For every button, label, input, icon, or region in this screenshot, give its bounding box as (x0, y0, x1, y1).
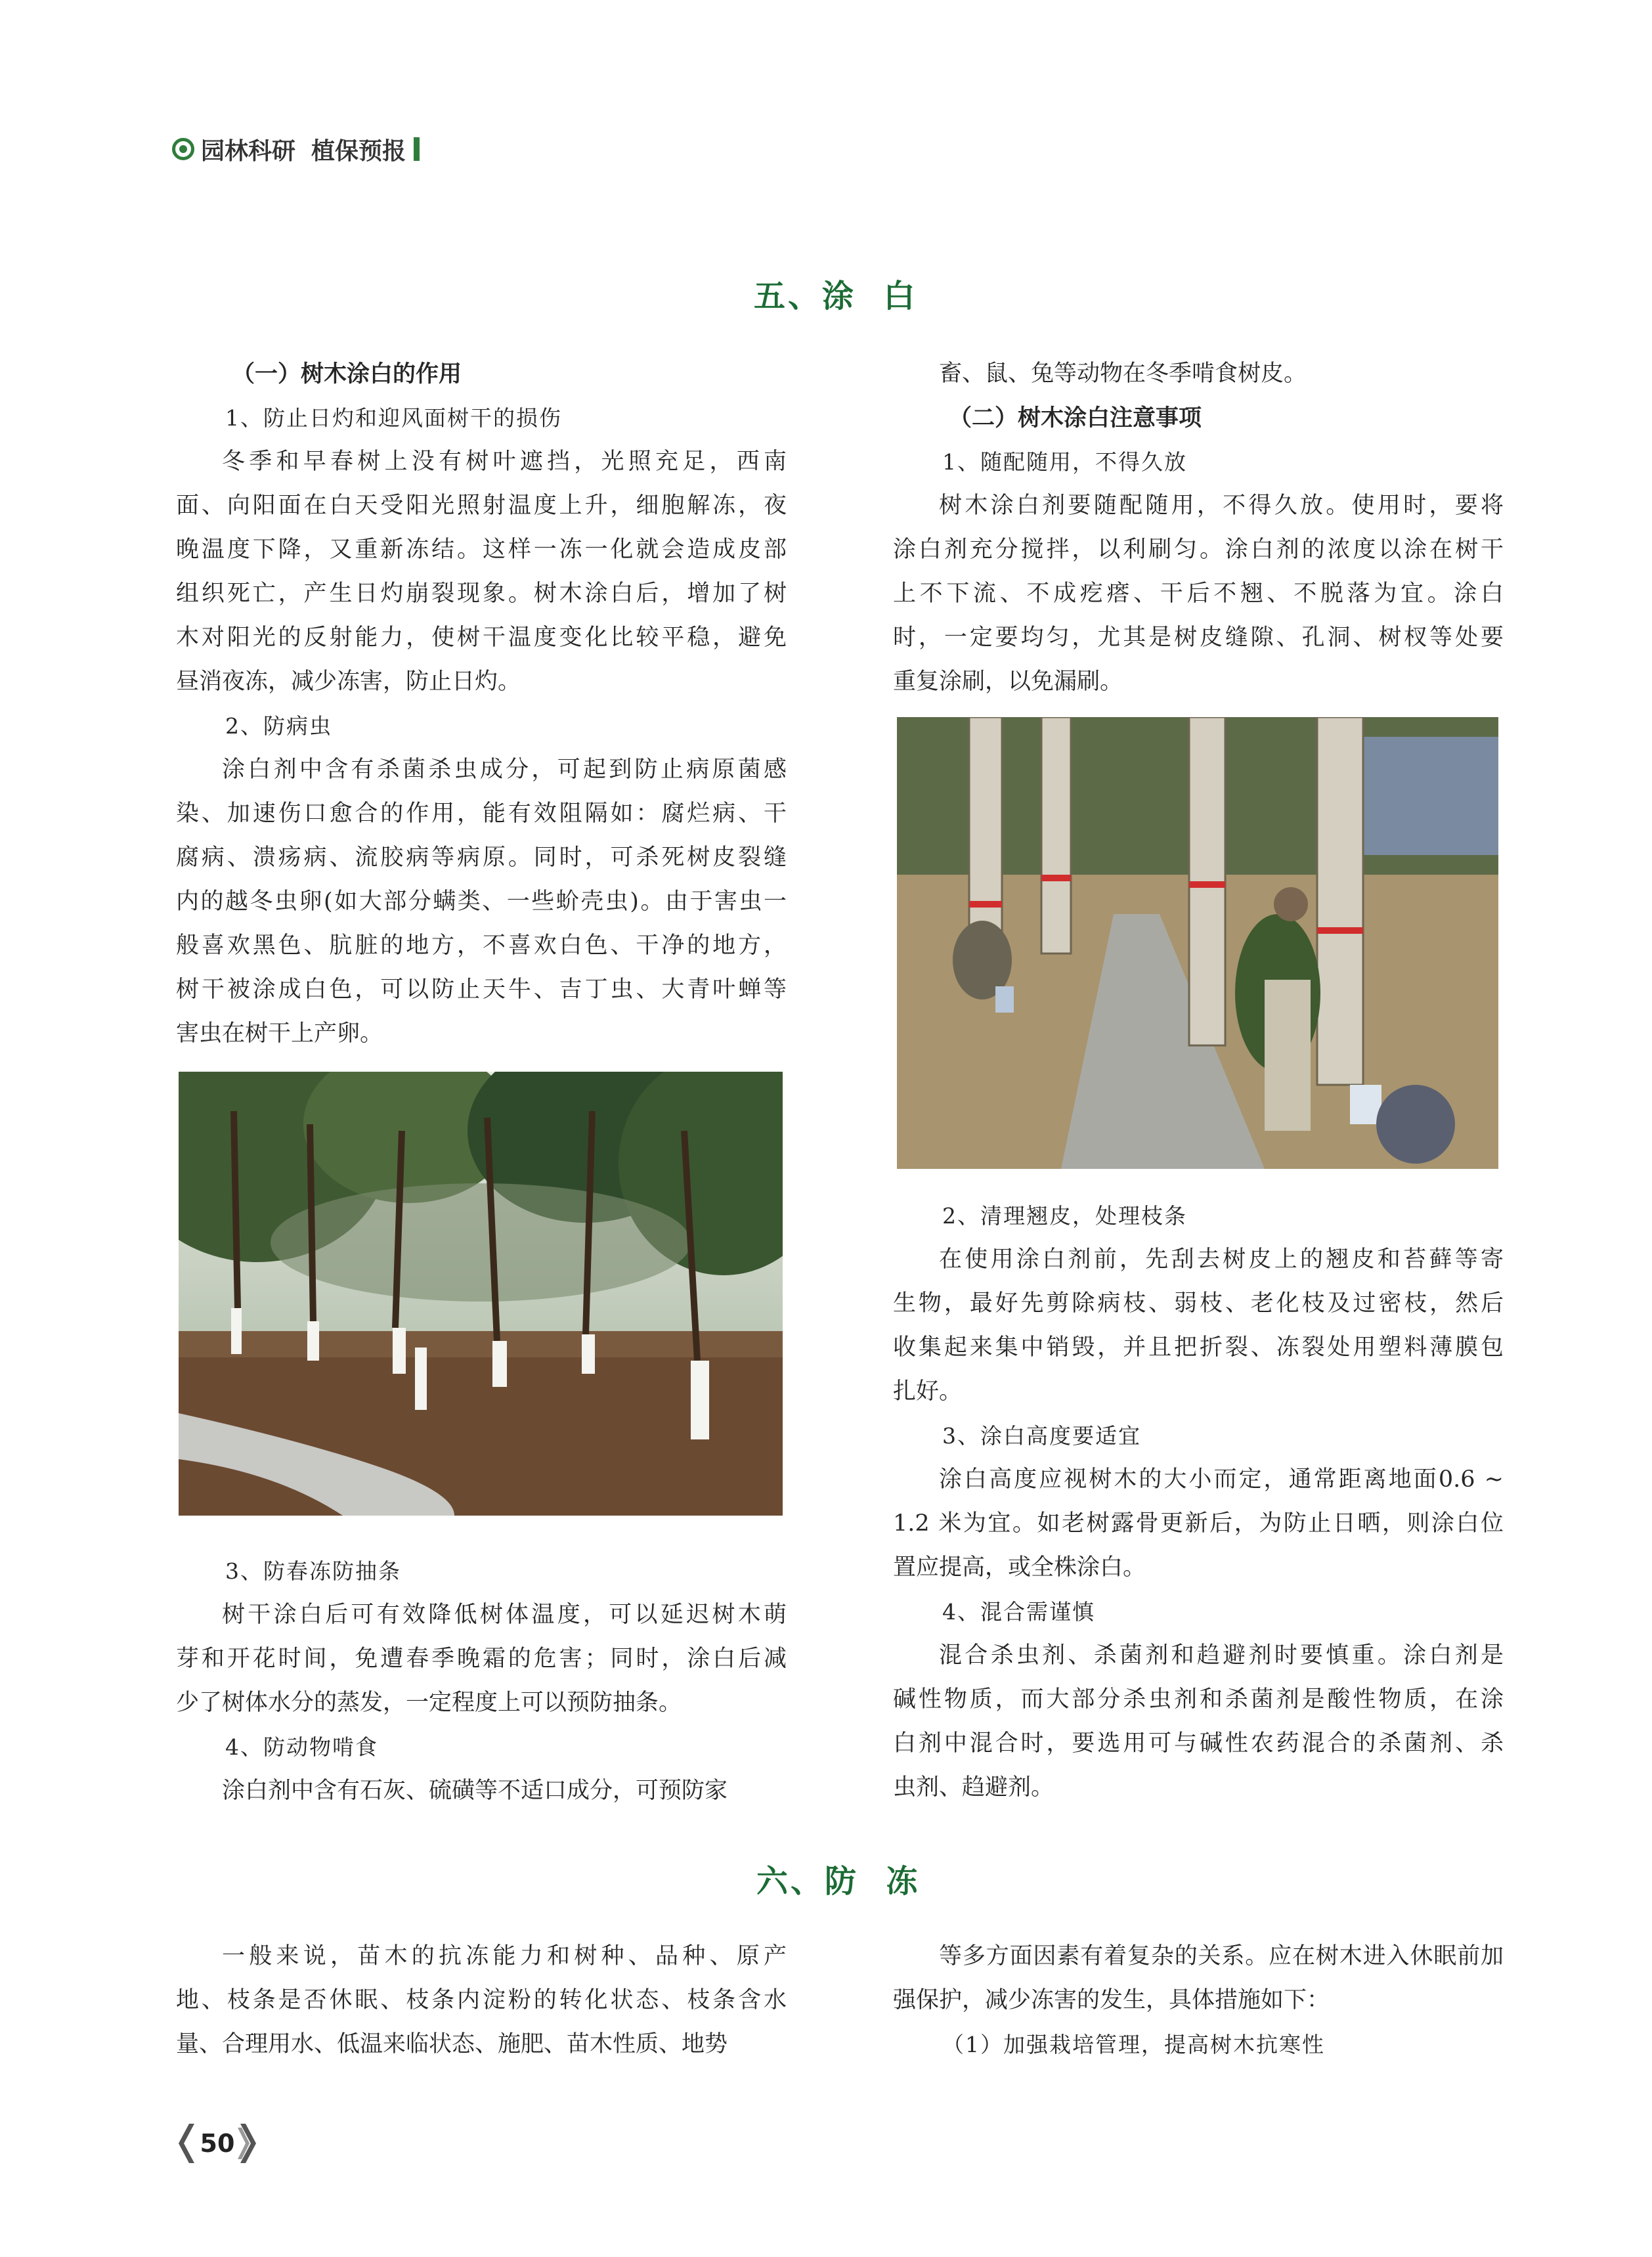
paragraph-line: 量、合理用水、低温来临状态、施肥、苗木性质、地势 (176, 2031, 728, 2057)
paragraph-line: 重复涂刷，以免漏刷。 (893, 668, 1123, 695)
subheading: 3、涂白高度要适宜 (942, 1423, 1141, 1449)
paragraph-line: 内的越冬虫卵(如大部分螨类、一些蚧壳虫)。由于害虫一 (176, 888, 787, 915)
page-number: 50 (200, 2129, 235, 2158)
paragraph-line: 1.2 米为宜。如老树露骨更新后，为防止日晒，则涂白位 (893, 1510, 1504, 1537)
section-heading: （一）树木涂白的作用 (232, 361, 462, 387)
paragraph-line: 害虫在树干上产卵。 (176, 1020, 383, 1047)
paragraph-line: 虫剂、趋避剂。 (893, 1774, 1054, 1801)
paragraph-line: 涂白剂中含有杀菌杀虫成分，可起到防止病原菌感 (222, 756, 787, 783)
paragraph-line: 晚温度下降，又重新冻结。这样一冻一化就会造成皮部 (176, 537, 787, 563)
photo-workers-painting-trees (897, 717, 1498, 1169)
paragraph-line: 树干被涂成白色，可以防止天牛、吉丁虫、大青叶蝉等 (176, 976, 787, 1003)
paragraph-line: 强保护，减少冻害的发生，具体措施如下： (893, 1987, 1330, 2013)
paragraph-line: 面、向阳面在白天受阳光照射温度上升，细胞解冻，夜 (176, 493, 787, 519)
paragraph-line: 收集起来集中销毁，并且把折裂、冻裂处用塑料薄膜包 (893, 1334, 1504, 1361)
paragraph-line: 昼消夜冻，减少冻害，防止日灼。 (176, 668, 521, 695)
paragraph-line: 扎好。 (893, 1378, 963, 1405)
paragraph-line: 在使用涂白剂前，先刮去树皮上的翘皮和苔藓等寄 (939, 1246, 1504, 1273)
paragraph-line: 涂白剂充分搅拌，以利刷匀。涂白剂的浓度以涂在树干 (893, 537, 1504, 563)
photo-whitewashed-trees (179, 1072, 783, 1516)
journal-logo-icon (172, 138, 194, 160)
subheading: 4、防动物啃食 (225, 1734, 378, 1760)
header-section: 植保预报 (311, 137, 406, 165)
running-header (172, 131, 420, 167)
paragraph-line: 混合杀虫剂、杀菌剂和趋避剂时要慎重。涂白剂是 (939, 1642, 1504, 1669)
paragraph-line: 涂白剂中含有石灰、硫磺等不适口成分，可预防家 (222, 1778, 728, 1804)
paragraph-line: 树木涂白剂要随配随用，不得久放。使用时，要将 (939, 493, 1504, 519)
section-5-left-column (176, 352, 787, 1056)
paragraph-line: 芽和开花时间，免遭春季晚霜的危害；同时，涂白后减 (176, 1646, 787, 1672)
section-6-title: 六、防 冻 (756, 1863, 921, 1900)
section-5-right-column-continued (893, 1194, 1504, 1810)
paragraph-line: 树干涂白后可有效降低树体温度，可以延迟树木萌 (222, 1602, 787, 1628)
subheading: （1）加强栽培管理，提高树木抗寒性 (942, 2032, 1325, 2057)
paragraph-line: 染、加速伤口愈合的作用，能有效阻隔如：腐烂病、干 (176, 800, 787, 827)
subheading: 4、混合需谨慎 (942, 1599, 1095, 1625)
photo-workers-painting-trees-graphic (897, 717, 1498, 1169)
paragraph-line: 冬季和早春树上没有树叶遮挡，光照充足，西南 (222, 449, 787, 475)
paragraph-line: 组织死亡，产生日灼崩裂现象。树木涂白后，增加了树 (176, 581, 787, 607)
subheading: 2、防病虫 (225, 713, 332, 739)
paragraph-line: 木对阳光的反射能力，使树干温度变化比较平稳，避免 (176, 625, 787, 651)
paragraph-line: 畜、鼠、兔等动物在冬季啃食树皮。 (939, 361, 1307, 387)
section-6-right-column (893, 1935, 1504, 2067)
paragraph-line: 生物，最好先剪除病枝、弱枝、老化枝及过密枝，然后 (893, 1290, 1504, 1317)
paragraph-line: 置应提高，或全株涂白。 (893, 1554, 1146, 1581)
paragraph-line: 一般来说，苗木的抗冻能力和树种、品种、原产 (222, 1943, 787, 1969)
header-magazine: 园林科研 (201, 137, 296, 165)
section-5-right-column (893, 352, 1504, 704)
paragraph-line: 白剂中混合时，要选用可与碱性农药混合的杀菌剂、杀 (893, 1730, 1504, 1757)
subheading: 1、随配随用，不得久放 (942, 449, 1187, 475)
subheading: 2、清理翘皮，处理枝条 (942, 1203, 1187, 1229)
paragraph-line: 少了树体水分的蒸发，一定程度上可以预防抽条。 (176, 1690, 682, 1716)
paragraph-line: 碱性物质，而大部分杀虫剂和杀菌剂是酸性物质，在涂 (893, 1686, 1504, 1713)
page-number-badge (172, 2118, 263, 2168)
paragraph-line: 上不下流、不成疙瘩、干后不翘、不脱落为宜。涂白 (893, 581, 1504, 607)
section-heading: （二）树木涂白注意事项 (949, 405, 1202, 431)
paragraph-line: 腐病、溃疡病、流胶病等病原。同时，可杀死树皮裂缝 (176, 844, 787, 871)
subheading: 3、防春冻防抽条 (225, 1558, 401, 1584)
paragraph-line: 等多方面因素有着复杂的关系。应在树木进入休眠前加 (939, 1943, 1504, 1969)
paragraph-line: 般喜欢黑色、肮脏的地方，不喜欢白色、干净的地方， (176, 932, 787, 959)
section-6-left-column (176, 1935, 787, 2067)
section-5-left-column-continued (176, 1549, 787, 1813)
paragraph-line: 时，一定要均匀，尤其是树皮缝隙、孔洞、树杈等处要 (893, 625, 1504, 651)
photo-whitewashed-trees-graphic (179, 1072, 783, 1516)
subheading: 1、防止日灼和迎风面树干的损伤 (225, 405, 562, 431)
section-5-title: 五、涂 白 (754, 278, 918, 315)
paragraph-line: 地、枝条是否休眠、枝条内淀粉的转化状态、枝条含水 (176, 1987, 787, 2013)
paragraph-line: 涂白高度应视树木的大小而定，通常距离地面0.6 ~ (939, 1466, 1504, 1493)
header-bar-icon (414, 137, 420, 161)
